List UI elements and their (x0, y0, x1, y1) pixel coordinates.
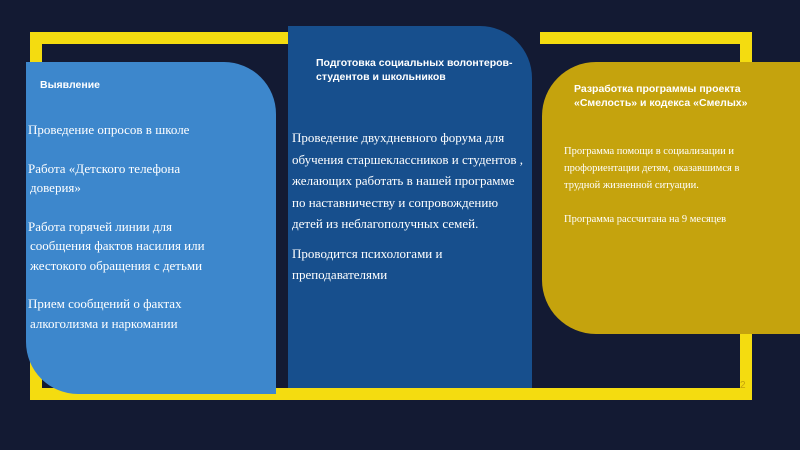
panel-program-development-text (564, 143, 774, 245)
list-item-line: Проведение опросов в школе (28, 122, 190, 137)
list-item-line: доверия» (30, 180, 81, 195)
list-item-line: Работа «Детского телефона (28, 160, 181, 176)
panel-detection-list (28, 120, 268, 352)
paragraph: Программа помощи в социализации и профориентации детям, оказавшимся в трудной жизненной ситуации. (564, 146, 740, 191)
panel-volunteer-training-list (292, 127, 524, 294)
list-item (28, 120, 268, 140)
page-number: 2 (740, 380, 746, 391)
list-item-line: сообщения фактов насилия или (30, 238, 205, 253)
panel-detection-title: Выявление (40, 79, 101, 91)
panel-program-development-title: Разработка программы проекта «Смелость» и кодекса «Смелых» (574, 83, 748, 110)
list-item: Проводится психологами и преподавателями (292, 245, 443, 282)
list-item (28, 159, 268, 198)
list-item-line: Работа горячей линии для (28, 218, 172, 234)
list-item (28, 294, 268, 333)
list-item: Проведение двухдневного форума для обучения старшеклассников и студентов , желающих работать в нашей программе по наставничеству и сопровождению детей из неблагополучных семей. (292, 130, 523, 231)
panel-volunteer-training-title: Подготовка социальных волонтеров-студентов и школьников (316, 57, 513, 84)
paragraph: Программа рассчитана на 9 месяцев (564, 214, 727, 225)
list-item-line: жестокого обращения с детьми (30, 257, 203, 273)
list-item-line: Прием сообщений о фактах (28, 296, 182, 311)
list-item (28, 217, 268, 276)
list-item-line: алкоголизма и наркомании (30, 315, 178, 331)
